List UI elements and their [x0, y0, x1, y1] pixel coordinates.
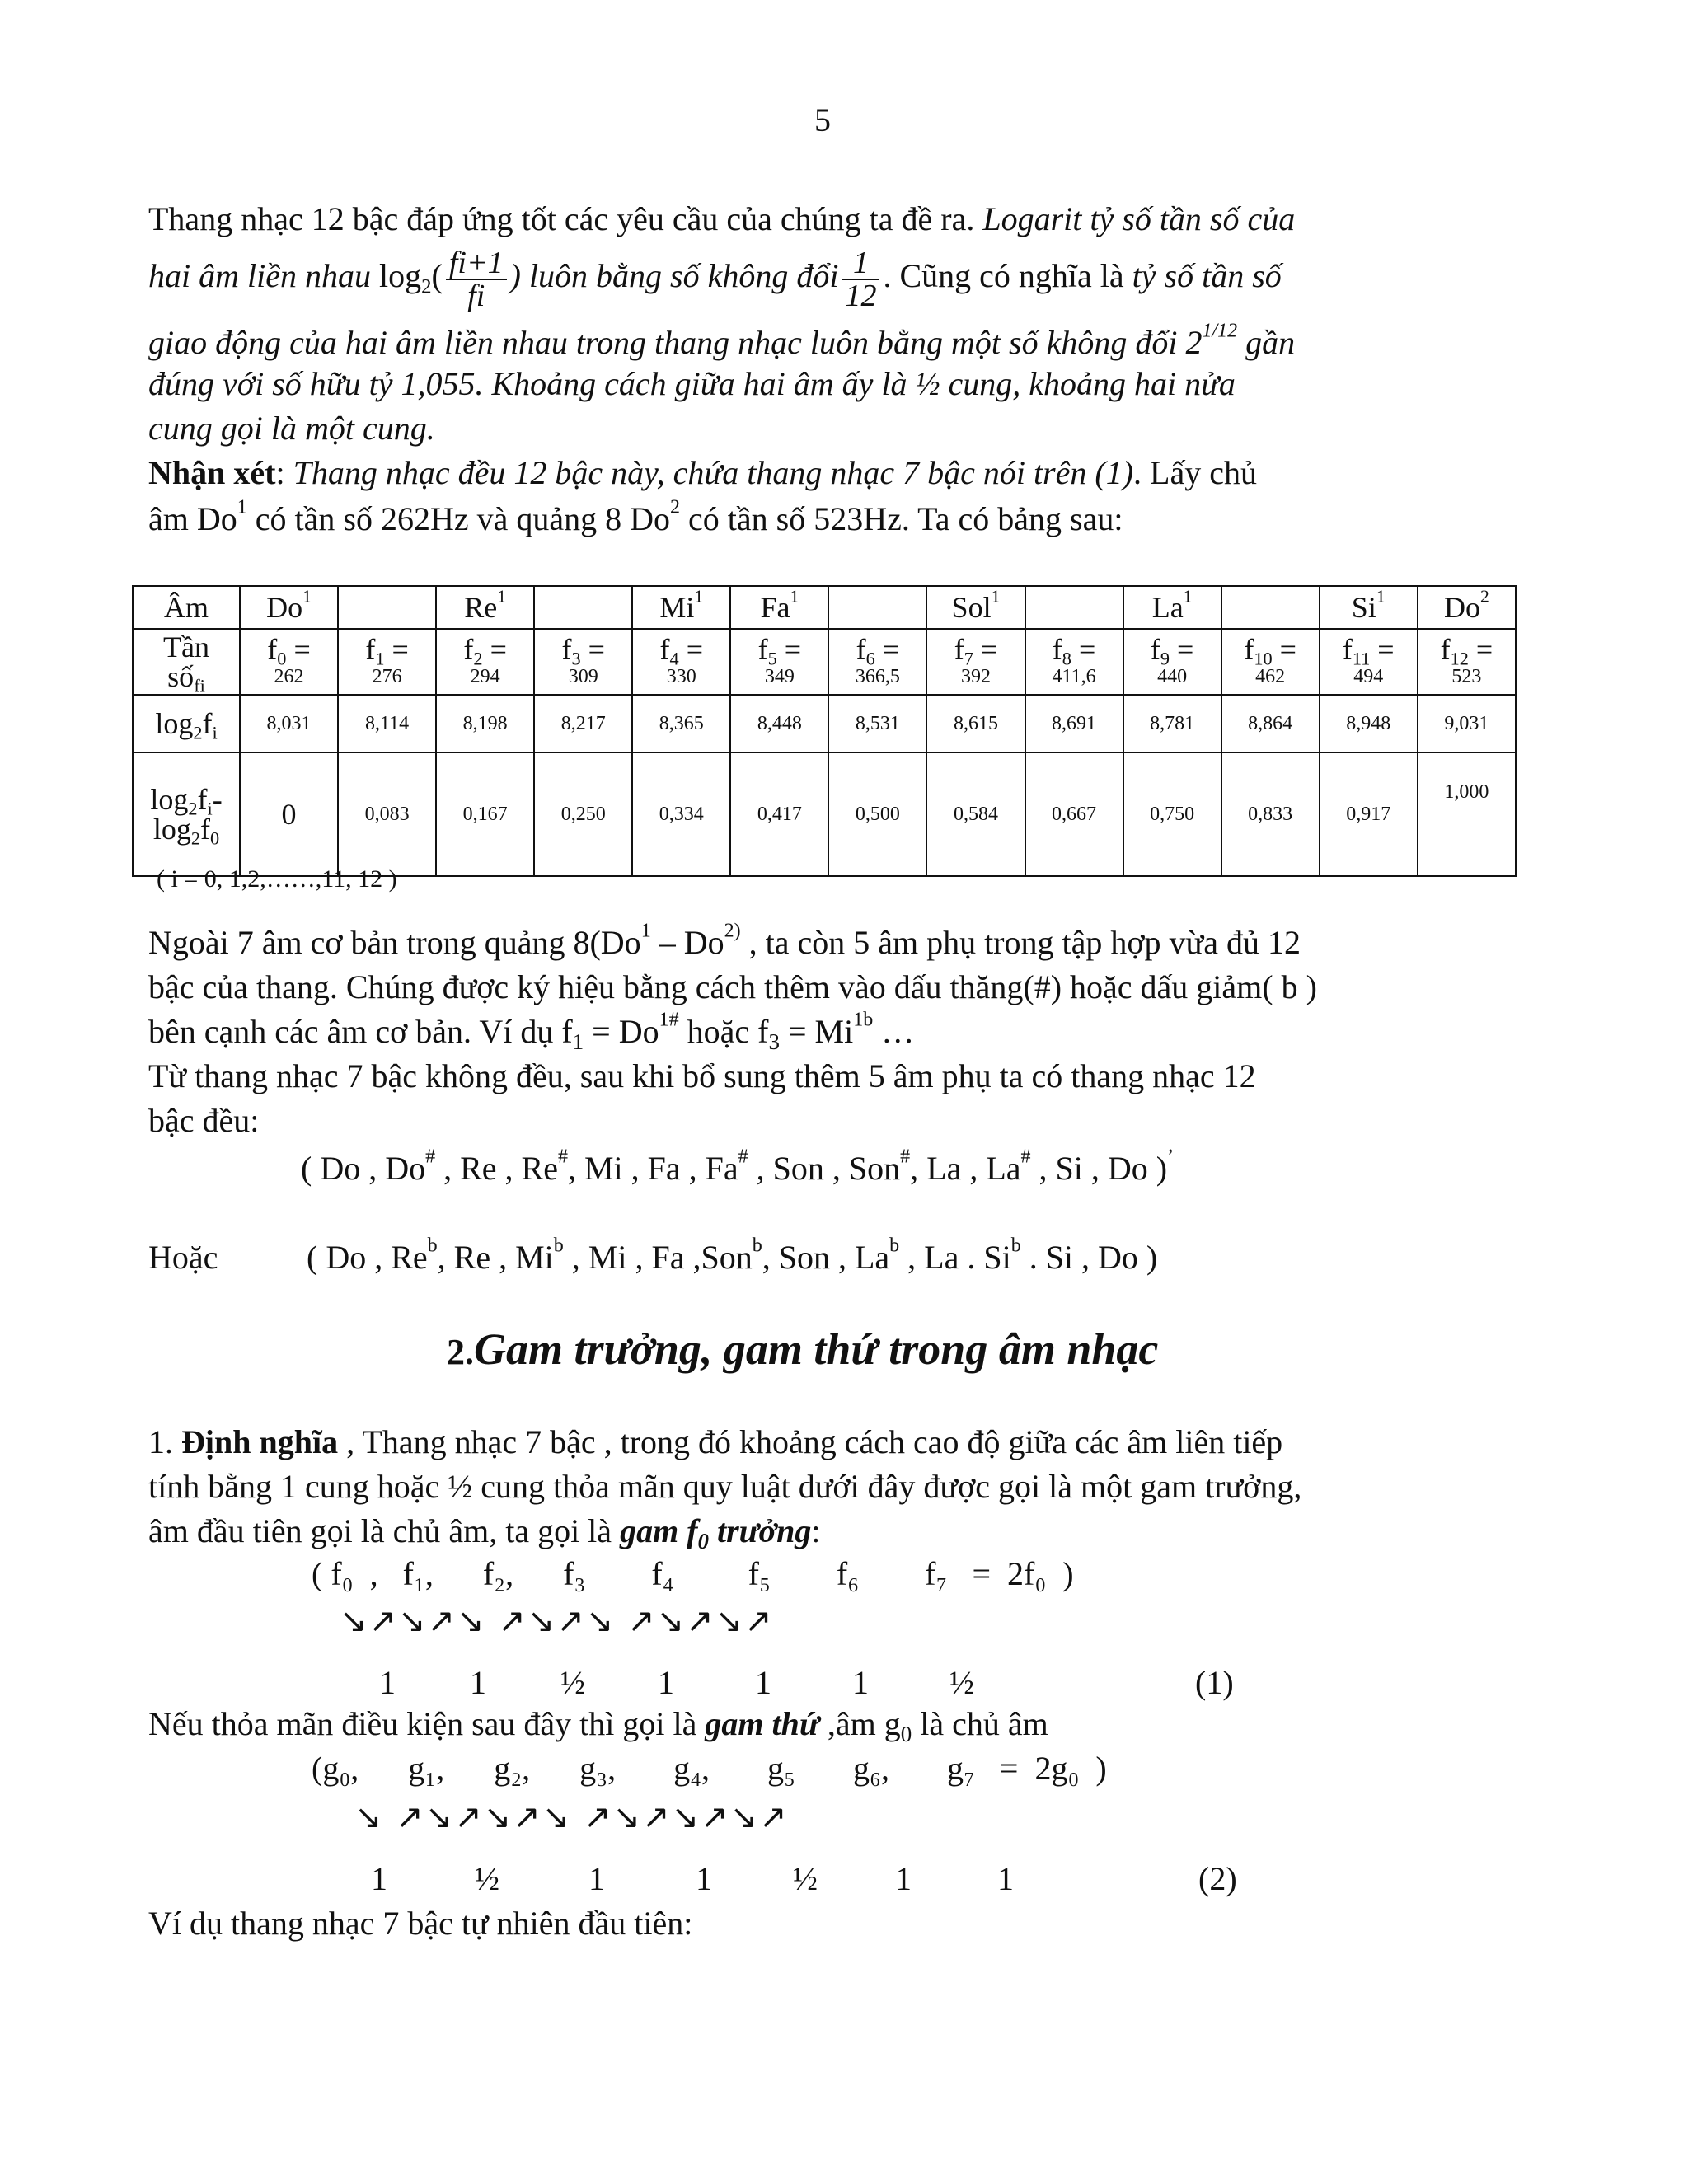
- frequency-prefix: f: [1244, 633, 1254, 666]
- note-octave: 2: [1479, 586, 1489, 607]
- header-text-part: -: [212, 783, 223, 816]
- remark-line-1: [148, 452, 1257, 494]
- note-cell: [1123, 586, 1221, 629]
- note-name: Sol: [951, 591, 992, 624]
- definition-text: , Thang nhạc 7 bậc , trong đó khoảng cách cao độ giữa các âm liên tiếp: [338, 1423, 1283, 1460]
- log-cell: 8,781: [1123, 695, 1221, 752]
- equals-sign: =: [874, 633, 900, 666]
- para2-line-2: bậc của thang. Chúng được ký hiệu bằng cách thêm vào dấu thăng(#) hoặc dấu giảm( b ): [148, 968, 1317, 1005]
- equals-sign: =: [776, 633, 802, 666]
- para2-line-1: [148, 921, 1301, 964]
- remark-text: có tần số 523Hz. Ta có bảng sau:: [680, 500, 1123, 537]
- note-name: Do: [1443, 591, 1480, 624]
- sharp-sign: #: [425, 1146, 436, 1168]
- scale-text: , Re , Re: [435, 1150, 558, 1187]
- header-text-part: f: [197, 783, 208, 816]
- log-cell: 8,031: [240, 695, 338, 752]
- header-text: [134, 783, 239, 819]
- log-cell: 8,217: [534, 695, 632, 752]
- intro-line-3: [148, 321, 1295, 364]
- intro-line-2: [148, 247, 1282, 312]
- para2-line-5: bậc đều:: [148, 1102, 260, 1139]
- flat-sign: b: [427, 1235, 438, 1257]
- frequency-symbol: [1222, 633, 1319, 669]
- frequency-cell: [730, 629, 828, 695]
- row-header: [133, 752, 240, 876]
- step-value: 1: [696, 1860, 712, 1897]
- paren: (: [431, 257, 443, 295]
- remark-text: âm Do: [148, 500, 237, 537]
- superscript: 2: [670, 496, 680, 518]
- sharp-sign: #: [900, 1146, 911, 1168]
- log-diff-cell: 0,750: [1123, 752, 1221, 876]
- colon: :: [275, 454, 293, 491]
- superscript: 2): [724, 920, 741, 942]
- intro-italic: Logarit tỷ số tần số của: [982, 200, 1296, 237]
- note-cell: [828, 586, 926, 629]
- section-title: Gam trưởng, gam thứ trong âm nhạc: [474, 1324, 1159, 1374]
- frequency-cell: [1123, 629, 1221, 695]
- note-cell: [1418, 586, 1516, 629]
- definition-line-3: [148, 1510, 820, 1553]
- frequency-symbol: [1418, 633, 1515, 669]
- note-name: La: [1151, 591, 1184, 624]
- scale-text: ( Do , Do: [301, 1150, 426, 1187]
- log-cell: 8,615: [926, 695, 1025, 752]
- intro-italic: luôn bằng số không đổi: [520, 257, 839, 295]
- example-line: Ví dụ thang nhạc 7 bậc tự nhiên đầu tiên:: [148, 1905, 693, 1942]
- subscript: 1: [572, 1029, 584, 1055]
- frequency-prefix: f: [1150, 633, 1160, 666]
- para-text: = Mi: [779, 1013, 854, 1050]
- step-value: ½: [475, 1860, 499, 1897]
- frequency-symbol: [633, 633, 729, 669]
- frequency-value: 309: [568, 666, 598, 687]
- log-diff-cell: 1,000: [1418, 752, 1516, 876]
- remark-line-2: [148, 498, 1123, 541]
- frequency-symbol: [829, 633, 926, 669]
- apostrophe: ’: [1167, 1146, 1175, 1168]
- definition-text: âm đầu tiên gọi là chủ âm, ta gọi là: [148, 1512, 621, 1549]
- frequency-prefix: f: [1342, 633, 1353, 666]
- definition-line-2: tính bằng 1 cung hoặc ½ cung thỏa mãn quy luật dưới đây được gọi là một gam trưởng,: [148, 1468, 1302, 1505]
- header-text-part: log: [152, 813, 191, 846]
- para-text: , ta còn 5 âm phụ trong tập hợp vừa đủ 12: [740, 924, 1301, 961]
- frequency-index: 4: [669, 648, 679, 669]
- note-name: Do: [266, 591, 303, 624]
- scale-text: , Son , Son: [748, 1150, 901, 1187]
- flat-sign: b: [1010, 1235, 1021, 1257]
- log-cell: 8,864: [1221, 695, 1320, 752]
- flat-sign: b: [553, 1235, 564, 1257]
- frequency-value: 349: [764, 666, 795, 687]
- note-name: Fa: [760, 591, 790, 624]
- frequency-value: 523: [1451, 666, 1482, 687]
- frequency-value: 494: [1353, 666, 1384, 687]
- header-text-part: log: [150, 783, 189, 816]
- frequency-index: 8: [1062, 648, 1071, 669]
- constant-fraction: [842, 247, 879, 312]
- definition-line-1: [148, 1421, 1282, 1464]
- note-name: Re: [464, 591, 498, 624]
- frequency-value: 330: [666, 666, 696, 687]
- scale-text: , Mi , Fa ,Son: [563, 1239, 753, 1276]
- fraction-numerator: 1: [842, 247, 879, 280]
- frequency-value: 366,5: [855, 666, 900, 687]
- frequency-value: 276: [372, 666, 402, 687]
- frequency-cell: [534, 629, 632, 695]
- step-value: ½: [560, 1664, 585, 1701]
- frequency-index: 11: [1352, 648, 1371, 669]
- header-text: Tần: [163, 630, 209, 663]
- step-value: ½: [950, 1664, 974, 1701]
- note-cell: [1025, 586, 1123, 629]
- superscript: 1b: [853, 1009, 874, 1031]
- log-diff-cell: 0,334: [632, 752, 730, 876]
- subscript: 0: [900, 1722, 912, 1747]
- table-row-log: [133, 695, 1516, 752]
- equals-sign: =: [1468, 633, 1493, 666]
- frequency-index: 1: [375, 648, 385, 669]
- step-value: 1: [379, 1664, 396, 1701]
- scale-text: . Si , Do ): [1020, 1239, 1158, 1276]
- scale-text: , Mi , Fa , Fa: [567, 1150, 738, 1187]
- note-cell: [1320, 586, 1418, 629]
- note-cell: [730, 586, 828, 629]
- intro-line-1: [148, 198, 1295, 241]
- header-text: [134, 813, 239, 849]
- log-cell: 8,365: [632, 695, 730, 752]
- subscript: 2: [188, 798, 198, 819]
- index-note: ( i = 0, 1,2,……,11, 12 ): [157, 865, 397, 893]
- subscript: 2: [190, 827, 200, 849]
- frequency-prefix: f: [365, 633, 376, 666]
- page-number: 5: [814, 101, 831, 138]
- header-text: [134, 660, 239, 696]
- step-value: ½: [793, 1860, 818, 1897]
- intro-line-4: [148, 363, 1236, 405]
- note-octave: 1: [1183, 586, 1193, 607]
- step-value: 1: [470, 1664, 486, 1701]
- para2-line-4: Từ thang nhạc 7 bậc không đều, sau khi bổ sung thêm 5 âm phụ ta có thang nhạc 12: [148, 1057, 1256, 1094]
- log-diff-cell: 0,584: [926, 752, 1025, 876]
- note-name: Mi: [659, 591, 695, 624]
- frequency-cell: [926, 629, 1025, 695]
- frequency-symbol: [1124, 633, 1221, 669]
- frequency-prefix: f: [463, 633, 474, 666]
- frequency-cell: [1320, 629, 1418, 695]
- scale-text: , La . Si: [899, 1239, 1011, 1276]
- note-cell: [632, 586, 730, 629]
- note-octave: 1: [790, 586, 799, 607]
- frequency-prefix: f: [659, 633, 670, 666]
- note-cell: [1221, 586, 1320, 629]
- log-cell: 8,948: [1320, 695, 1418, 752]
- minor-sequence: (g₀, g₁, g₂, g₃, g₄, g₅ g₆, g₇ = 2g₀ ): [312, 1750, 1107, 1787]
- equals-sign: =: [286, 633, 311, 666]
- scale-text: ( Do , Re: [307, 1239, 428, 1276]
- frequency-symbol: [535, 633, 631, 669]
- frequency-index: 2: [473, 648, 483, 669]
- table-row-frequency: [133, 629, 1516, 695]
- frequency-value: 262: [274, 666, 304, 687]
- scale-text: , Re , Mi: [437, 1239, 554, 1276]
- frequency-cell: [1025, 629, 1123, 695]
- gam-term: gam f: [620, 1512, 698, 1549]
- subscript: 0: [210, 827, 220, 849]
- frequency-cell: [240, 629, 338, 695]
- frequency-prefix: f: [267, 633, 278, 666]
- colon: :: [811, 1512, 821, 1549]
- log-diff-cell: 0,167: [436, 752, 534, 876]
- section-number: 2.: [447, 1332, 474, 1372]
- sharp-sign: #: [557, 1146, 568, 1168]
- note-octave: 1: [302, 586, 312, 607]
- step-value: 1: [658, 1664, 674, 1701]
- log-cell: 8,531: [828, 695, 926, 752]
- frequency-prefix: f: [757, 633, 768, 666]
- frequency-value: 411,6: [1052, 666, 1096, 687]
- header-text: log: [155, 707, 194, 740]
- frequency-cell: [1221, 629, 1320, 695]
- note-cell: [436, 586, 534, 629]
- frequency-symbol: [1026, 633, 1123, 669]
- para-text: hoặc f: [678, 1013, 769, 1050]
- fraction-denominator: 12: [845, 279, 877, 313]
- header-text-part: số: [167, 660, 195, 693]
- equals-sign: =: [580, 633, 605, 666]
- intro-italic: đúng với số hữu tỷ 1,055. Khoảng cách giữa hai âm ấy là ½ cung, khoảng hai nửa: [148, 365, 1236, 402]
- log-diff-cell: 0,083: [338, 752, 436, 876]
- equals-sign: =: [1272, 633, 1296, 666]
- para-text: Ngoài 7 âm cơ bản trong quảng 8(Do: [148, 924, 641, 961]
- minor-steps: [371, 1858, 1080, 1900]
- definition-label: Định nghĩa: [181, 1423, 339, 1460]
- paren: ): [509, 257, 521, 295]
- frequency-index: 6: [865, 648, 875, 669]
- intro-line-5: [148, 407, 435, 450]
- note-cell: [926, 586, 1025, 629]
- intro-italic: giao động của hai âm liền nhau trong thang nhạc luôn bằng một số không đổi 2: [148, 324, 1203, 361]
- frequency-index: 5: [767, 648, 777, 669]
- para-text: …: [873, 1013, 915, 1050]
- note-cell: [240, 586, 338, 629]
- equals-sign: =: [973, 633, 998, 666]
- superscript: 1: [237, 496, 247, 518]
- minor-text: Nếu thỏa mãn điều kiện sau đây thì gọi là: [148, 1705, 706, 1742]
- remark-italic: Thang nhạc đều 12 bậc này, chứa thang nhạc 7 bậc nói trên (1): [293, 454, 1134, 491]
- subscript: i: [212, 722, 218, 743]
- minor-text: ,âm g: [818, 1705, 901, 1742]
- step-value: 1: [997, 1860, 1014, 1897]
- header-text-part: f: [200, 813, 210, 846]
- equals-sign: =: [482, 633, 507, 666]
- subscript: 0: [697, 1529, 709, 1554]
- equation-number-1: (1): [1195, 1664, 1234, 1701]
- frequency-prefix: f: [954, 633, 964, 666]
- frequency-prefix: f: [856, 633, 866, 666]
- major-sequence: ( f₀ , f₁, f₂, f₃ f₄ f₅ f₆ f₇ = 2f₀ ): [312, 1555, 1074, 1592]
- gam-term: trưởng: [709, 1512, 812, 1549]
- section-heading: [447, 1324, 1158, 1375]
- frequency-value: 392: [960, 666, 991, 687]
- flat-sign: b: [752, 1235, 762, 1257]
- frequency-index: 12: [1450, 648, 1469, 669]
- minor-intro: [148, 1703, 1048, 1746]
- equals-sign: =: [1170, 633, 1194, 666]
- frequency-symbol: [731, 633, 828, 669]
- equation-number-2: (2): [1198, 1860, 1237, 1897]
- note-octave: 1: [991, 586, 1001, 607]
- frequency-cell: [338, 629, 436, 695]
- subscript: fi: [194, 675, 205, 696]
- note-octave: 1: [497, 586, 507, 607]
- step-value: 1: [588, 1860, 605, 1897]
- intro-text: Thang nhạc 12 bậc đáp ứng tốt các yêu cầu của chúng ta đề ra.: [148, 200, 983, 237]
- log-base: 2: [421, 275, 432, 298]
- log-cell: 8,114: [338, 695, 436, 752]
- header-text: f: [202, 707, 213, 740]
- exponent: 1/12: [1202, 320, 1238, 342]
- frequency-symbol: [1320, 633, 1417, 669]
- note-octave: 1: [1376, 586, 1386, 607]
- frequency-value: 440: [1157, 666, 1188, 687]
- frequency-symbol: [241, 633, 337, 669]
- remark-text: . Lấy chủ: [1133, 454, 1257, 491]
- intro-italic: tỷ số tần số: [1132, 257, 1282, 295]
- table-row-log-diff: [133, 752, 1516, 876]
- frequency-cell: [1418, 629, 1516, 695]
- frequency-index: 7: [964, 648, 973, 669]
- row-header: [133, 695, 240, 752]
- remark-text: có tần số 262Hz và quảng 8 Do: [246, 500, 670, 537]
- intro-italic: hai âm liền nhau: [148, 257, 371, 295]
- subscript: 2: [193, 722, 203, 743]
- scale-text: , Son , La: [762, 1239, 890, 1276]
- superscript: 1#: [659, 1009, 679, 1031]
- frequency-cell: [632, 629, 730, 695]
- log-diff-cell: 0,833: [1221, 752, 1320, 876]
- log-diff-cell: 0,250: [534, 752, 632, 876]
- note-cell: [338, 586, 436, 629]
- subscript: 3: [768, 1029, 780, 1055]
- step-value: 1: [852, 1664, 869, 1701]
- frequency-table: [132, 585, 1517, 877]
- definition-number: 1.: [148, 1423, 181, 1460]
- gam-term: gam thứ: [705, 1705, 819, 1742]
- equals-sign: =: [678, 633, 704, 666]
- frequency-index: 3: [571, 648, 581, 669]
- minor-text: là chủ âm: [912, 1705, 1048, 1742]
- major-arrows: ↘↗↘↗↘ ↗↘↗↘ ↗↘↗↘↗: [340, 1602, 774, 1640]
- intro-italic: gần: [1237, 324, 1296, 361]
- note-cell: [534, 586, 632, 629]
- frequency-index: 0: [277, 648, 287, 669]
- log-cell: 8,691: [1025, 695, 1123, 752]
- log-cell: 8,448: [730, 695, 828, 752]
- row-header: [133, 629, 240, 695]
- flat-scale-label: Hoặc: [148, 1239, 218, 1276]
- para2-line-3: [148, 1010, 914, 1053]
- minor-arrows: ↘ ↗↘↗↘↗↘ ↗↘↗↘↗↘↗: [354, 1798, 789, 1836]
- frequency-prefix: f: [1440, 633, 1451, 666]
- log-diff-cell: 0,667: [1025, 752, 1123, 876]
- frequency-value: 462: [1255, 666, 1286, 687]
- major-steps: [379, 1661, 1032, 1704]
- frequency-symbol: [339, 633, 435, 669]
- intro-italic: cung gọi là một cung.: [148, 410, 435, 447]
- frequency-prefix: f: [561, 633, 572, 666]
- row-header: Âm: [133, 586, 240, 629]
- frequency-index: 9: [1160, 648, 1170, 669]
- para-text: bên cạnh các âm cơ bản. Ví dụ f: [148, 1013, 573, 1050]
- log-diff-cell: 0,917: [1320, 752, 1418, 876]
- frequency-symbol: [437, 633, 533, 669]
- table-row-notes: [133, 586, 1516, 629]
- equals-sign: =: [384, 633, 409, 666]
- log-cell: 9,031: [1418, 695, 1516, 752]
- para-text: – Do: [650, 924, 724, 961]
- sharp-sign: #: [1020, 1146, 1031, 1168]
- log-diff-cell: 0,500: [828, 752, 926, 876]
- log-cell: 8,198: [436, 695, 534, 752]
- frequency-symbol: [927, 633, 1024, 669]
- scale-text: , Si , Do ): [1030, 1150, 1168, 1187]
- log-diff-cell: 0,417: [730, 752, 828, 876]
- log-diff-cell: 0: [240, 752, 338, 876]
- note-octave: 1: [694, 586, 704, 607]
- superscript: 1: [640, 920, 651, 942]
- frequency-value: 294: [470, 666, 500, 687]
- subscript: i: [207, 798, 213, 819]
- sharp-scale: [301, 1147, 1174, 1190]
- remark-label: Nhận xét: [148, 454, 276, 491]
- frequency-prefix: f: [1052, 633, 1062, 666]
- note-name: Si: [1351, 591, 1376, 624]
- intro-text: . Cũng có nghĩa là: [883, 257, 1132, 295]
- frequency-index: 10: [1254, 648, 1273, 669]
- equals-sign: =: [1071, 633, 1096, 666]
- step-value: 1: [895, 1860, 912, 1897]
- equals-sign: =: [1370, 633, 1395, 666]
- frequency-cell: [436, 629, 534, 695]
- scale-text: , La , La: [910, 1150, 1021, 1187]
- sharp-sign: #: [738, 1146, 748, 1168]
- fraction-denominator: fi: [467, 279, 485, 313]
- log-label: log: [370, 257, 422, 295]
- flat-scale: [307, 1236, 1157, 1279]
- ratio-fraction: [446, 247, 507, 312]
- step-value: 1: [371, 1860, 387, 1897]
- frequency-cell: [828, 629, 926, 695]
- flat-sign: b: [889, 1235, 900, 1257]
- para-text: = Do: [584, 1013, 659, 1050]
- fraction-numerator: fi+1: [446, 247, 507, 280]
- step-value: 1: [755, 1664, 771, 1701]
